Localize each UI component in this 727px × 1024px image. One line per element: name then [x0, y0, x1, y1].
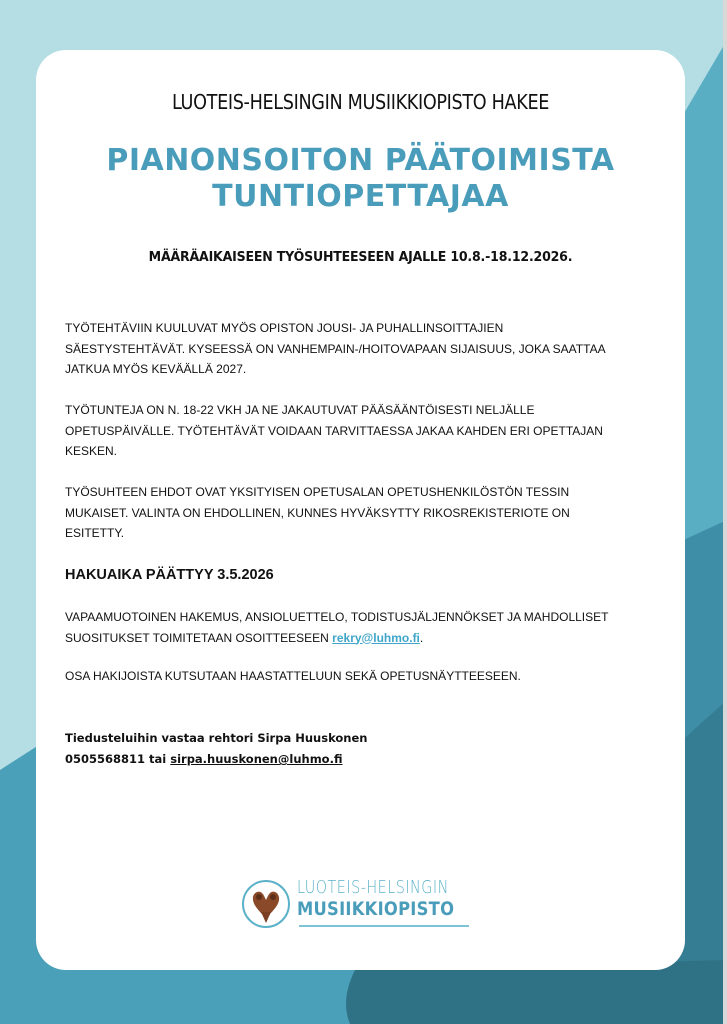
employment-period: MÄÄRÄAIKAISEEN TYÖSUHTEESEEN AJALLE 10.8.-18.12.2026. [148, 249, 573, 265]
job-title-line-2: TUNTIOPETTAJAA [212, 179, 509, 214]
contact-line [65, 749, 367, 770]
paragraph-line: ESITETTY. [65, 526, 125, 540]
contact-phone: 0505568811 tai [65, 752, 171, 766]
logo-text-line-1: LUOTEIS-HELSINGIN [297, 878, 449, 898]
paragraph-line: MUKAISET. VALINTA ON EHDOLLINEN, KUNNES HYVÄKSYTTY RIKOSREKISTERIOTE ON [65, 505, 570, 520]
paragraph-line: TYÖTEHTÄVIIN KUULUVAT MYÖS OPISTON JOUSI- JA PUHALLINSOITTAJIEN [65, 321, 504, 335]
paragraph-line: TYÖSUHTEEN EHDOT OVAT YKSITYISEN OPETUSALAN OPETUSHENKILÖSTÖN TESSIN [65, 485, 570, 499]
paragraph-application [65, 607, 665, 648]
application-email-link[interactable]: rekry@luhmo.fi [332, 630, 420, 645]
paragraph-line: TYÖTUNTEJA ON N. 18-22 VKH JA NE JAKAUTUVAT PÄÄSÄÄNTÖISESTI NELJÄLLE [65, 403, 535, 417]
paragraph-line: OPETUSPÄIVÄLLE. TYÖTEHTÄVÄT VOIDAAN TARVITTAESSA JAKAA KAHDEN ERI OPETTAJAN [65, 423, 603, 438]
job-ad-card [36, 50, 685, 970]
paragraph-terms [65, 482, 665, 544]
contact-person: Tiedusteluihin vastaa rehtori Sirpa Huuskonen [65, 731, 368, 745]
paragraph-duties [65, 318, 665, 380]
job-title-line-1: PIANONSOITON PÄÄTOIMISTA [106, 143, 615, 178]
paragraph-text: SUOSITUKSET TOIMITETAAN OSOITTEESEEN [65, 630, 333, 645]
job-title [36, 143, 685, 215]
school-logo [242, 876, 482, 936]
paragraph-text: . [419, 630, 424, 645]
contact-email-link[interactable]: sirpa.huuskonen@luhmo.fi [170, 752, 343, 766]
paragraph-interviews: OSA HAKIJOISTA KUTSUTAAN HAASTATTELUUN SEKÄ OPETUSNÄYTTEESEEN. [65, 669, 521, 683]
paragraph-line: KESKEN. [65, 444, 118, 458]
deadline-heading: HAKUAIKA PÄÄTTYY 3.5.2026 [65, 567, 274, 583]
paragraph-line: JATKUA MYÖS KEVÄÄLLÄ 2027. [65, 362, 247, 376]
heart-scroll-logo-icon [242, 880, 290, 928]
paragraph-line: VAPAAMUOTOINEN HAKEMUS, ANSIOLUETTELO, TODISTUSJÄLJENNÖKSET JA MAHDOLLISET [65, 610, 609, 624]
contact-info [65, 728, 367, 770]
logo-underline [299, 925, 469, 927]
paragraph-line [65, 628, 665, 649]
organization-heading: LUOTEIS-HELSINGIN MUSIIKKIOPISTO HAKEE [171, 90, 550, 114]
paragraph-line: SÄESTYSTEHTÄVÄT. KYSEESSÄ ON VANHEMPAIN-/HOITOVAPAAN SIJAISUUS, JOKA SAATTAA [65, 341, 606, 356]
paragraph-hours [65, 400, 665, 462]
logo-text-line-2: MUSIIKKIOPISTO [297, 898, 455, 920]
